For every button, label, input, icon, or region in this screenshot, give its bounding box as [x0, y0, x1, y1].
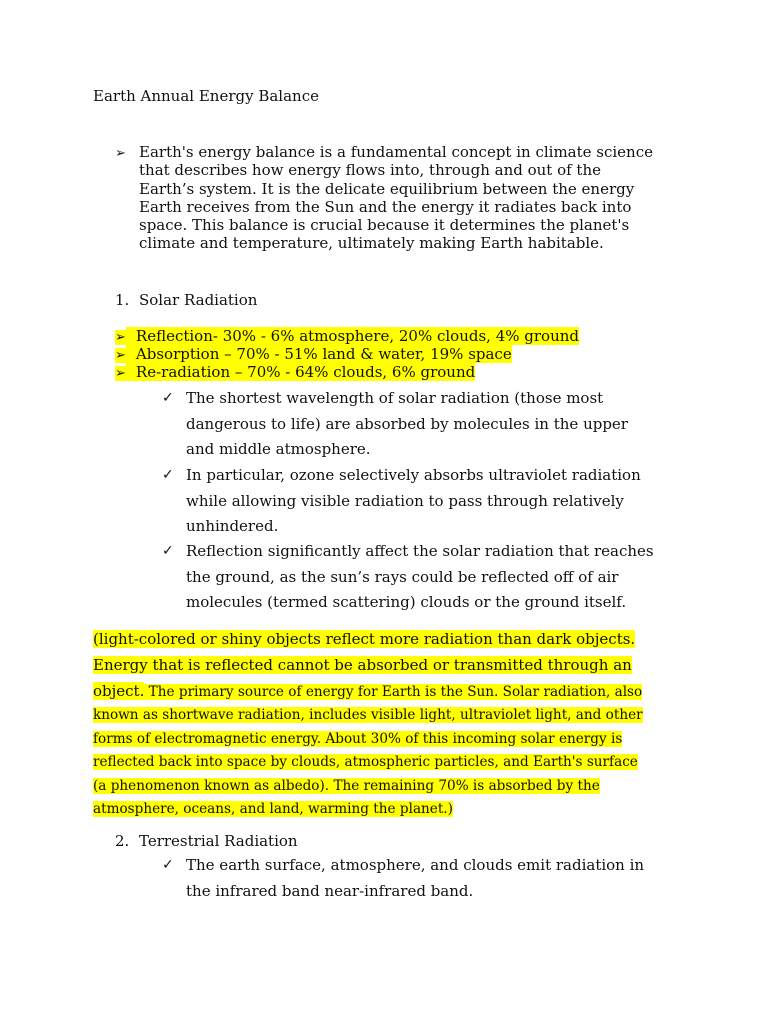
check-item-text: In particular, ozone selectively absorbs ultraviolet radiation while allowing visible radiation to pass through relatively unhindered. — [186, 466, 641, 536]
highlight-bullet-item — [115, 327, 579, 347]
intro-paragraph: Earth's energy balance is a fundamental concept in climate science that describes how energy flows into, through and out of the Earth’s system. It is the delicate equilibrium between the energy Earth receives from the Sun and the energy it radiates back into space. This balance is crucial because it determines the planet's climate and temperature, ultimately making Earth habitable. — [139, 143, 653, 253]
check-item-text: Reflection significantly affect the solar radiation that reaches the ground, as the sun’s rays could be reflected off of air molecules (termed scattering) clouds or the ground itself. — [186, 542, 654, 612]
arrow-bullet-icon: ➢ — [115, 366, 126, 381]
highlight-bullet-item — [115, 363, 475, 383]
highlight-bullet-text: Reflection- 30% - 6% atmosphere, 20% clouds, 4% ground — [126, 327, 579, 345]
highlight-bullet-text: Absorption – 70% - 51% land & water, 19% space — [126, 345, 512, 363]
highlighted-note-part1: (light-colored or shiny objects reflect more radiation than dark objects. Energy that is reflected cannot be absorbed or transmitted through an object. — [93, 630, 636, 700]
section-heading: Solar Radiation — [139, 291, 258, 309]
highlighted-note — [93, 626, 683, 821]
arrow-bullet-icon: ➢ — [115, 146, 126, 161]
document-title: Earth Annual Energy Balance — [93, 87, 319, 105]
checkmark-icon: ✓ — [162, 390, 174, 406]
checkmark-icon: ✓ — [162, 467, 174, 483]
section-number: 1. — [115, 291, 130, 309]
section-heading: Terrestrial Radiation — [139, 832, 298, 850]
section-number: 2. — [115, 832, 130, 850]
check-item-text: The earth surface, atmosphere, and clouds emit radiation in the infrared band near-infrared band. — [186, 856, 645, 900]
arrow-bullet-icon: ➢ — [115, 348, 126, 363]
checkmark-icon: ✓ — [162, 857, 174, 873]
highlight-bullet-item — [115, 345, 512, 365]
checkmark-icon: ✓ — [162, 543, 174, 559]
highlighted-note-part2: The primary source of energy for Earth is the Sun. Solar radiation, also known as shortwave radiation, includes visible light, ultraviolet light, and other forms of electromagnetic energy. About 30% of this incoming solar energy is reflected back into space by clouds, atmospheric particles, and Earth's surface (a phenomenon known as albedo). The remaining 70% is absorbed by the atmosphere, oceans, and land, warming the planet.) — [93, 684, 643, 818]
highlight-bullet-text: Re-radiation – 70% - 64% clouds, 6% ground — [126, 363, 475, 381]
arrow-bullet-icon: ➢ — [115, 330, 126, 345]
check-item-text: The shortest wavelength of solar radiation (those most dangerous to life) are absorbed by molecules in the upper and middle atmosphere. — [186, 389, 628, 459]
